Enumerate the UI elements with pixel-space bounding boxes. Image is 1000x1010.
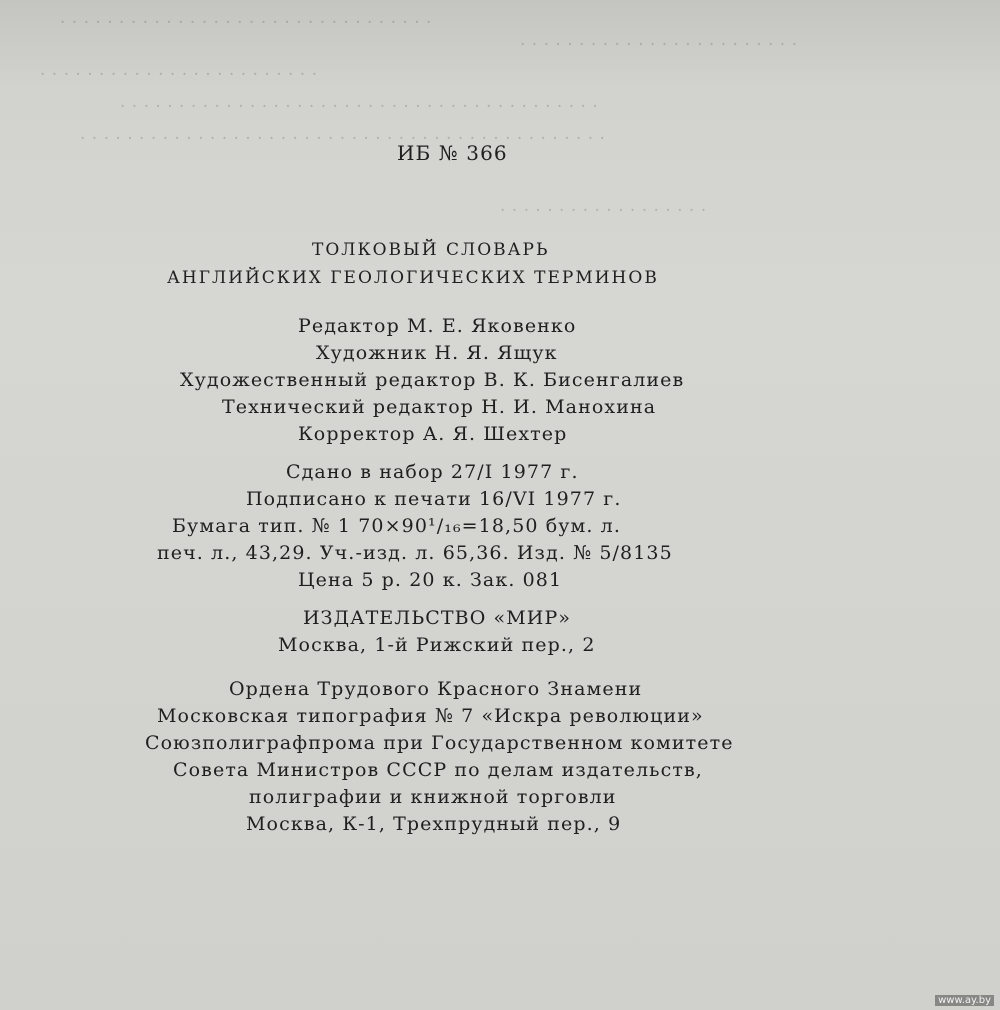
- sheets-line: печ. л., 43,29. Уч.-изд. л. 65,36. Изд. № 5/8135: [157, 542, 673, 564]
- ib-number: ИБ № 366: [397, 141, 508, 165]
- printer-line-4: Совета Министров СССР по делам издательств,: [173, 759, 703, 781]
- printer-address: Москва, К-1, Трехпрудный пер., 9: [246, 813, 622, 835]
- typeset-date-line: Сдано в набор 27/I 1977 г.: [286, 461, 579, 483]
- print-signed-line: Подписано к печати 16/VI 1977 г.: [246, 488, 622, 510]
- show-through-text: . . . . . . . . . . . . . . . . . . . . . . . .: [40, 60, 318, 80]
- tech-editor-line: Технический редактор Н. И. Манохина: [222, 396, 657, 418]
- price-order-line: Цена 5 р. 20 к. Зак. 081: [298, 569, 563, 591]
- show-through-text: . . . . . . . . . . . . . . . . . . . . . . . . . . . . . . . . . . . . . . . . . . . . .: [80, 124, 606, 144]
- publisher-name: ИЗДАТЕЛЬСТВО «МИР»: [303, 607, 572, 629]
- printer-line-2: Московская типография № 7 «Искра революции»: [157, 705, 704, 727]
- paper-format-line: Бумага тип. № 1 70×90¹/₁₆=18,50 бум. л.: [172, 515, 621, 537]
- title-line-1: ТОЛКОВЫЙ СЛОВАРЬ: [312, 240, 550, 260]
- printer-line-1: Ордена Трудового Красного Знамени: [229, 678, 643, 700]
- show-through-text: . . . . . . . . . . . . . . . . . . . . . . . . . . . . . . . . . . . . . . . . .: [120, 92, 599, 112]
- show-through-text: . . . . . . . . . . . . . . . . . .: [500, 196, 707, 216]
- artist-line: Художник Н. Я. Ящук: [316, 342, 558, 364]
- proofreader-line: Корректор А. Я. Шехтер: [298, 423, 568, 445]
- show-through-text: . . . . . . . . . . . . . . . . . . . . . . . . . . . . . . . .: [60, 8, 432, 28]
- printer-line-5: полиграфии и книжной торговли: [249, 786, 617, 808]
- art-editor-line: Художественный редактор В. К. Бисенгалиев: [180, 369, 685, 391]
- publisher-address: Москва, 1-й Рижский пер., 2: [278, 634, 596, 656]
- site-watermark: www.ay.by: [935, 995, 994, 1006]
- editor-line: Редактор М. Е. Яковенко: [298, 315, 577, 337]
- printer-line-3: Союзполиграфпрома при Государственном комитете: [145, 732, 734, 754]
- show-through-text: . . . . . . . . . . . . . . . . . . . . . . . .: [520, 30, 798, 50]
- title-line-2: АНГЛИЙСКИХ ГЕОЛОГИЧЕСКИХ ТЕРМИНОВ: [167, 268, 659, 288]
